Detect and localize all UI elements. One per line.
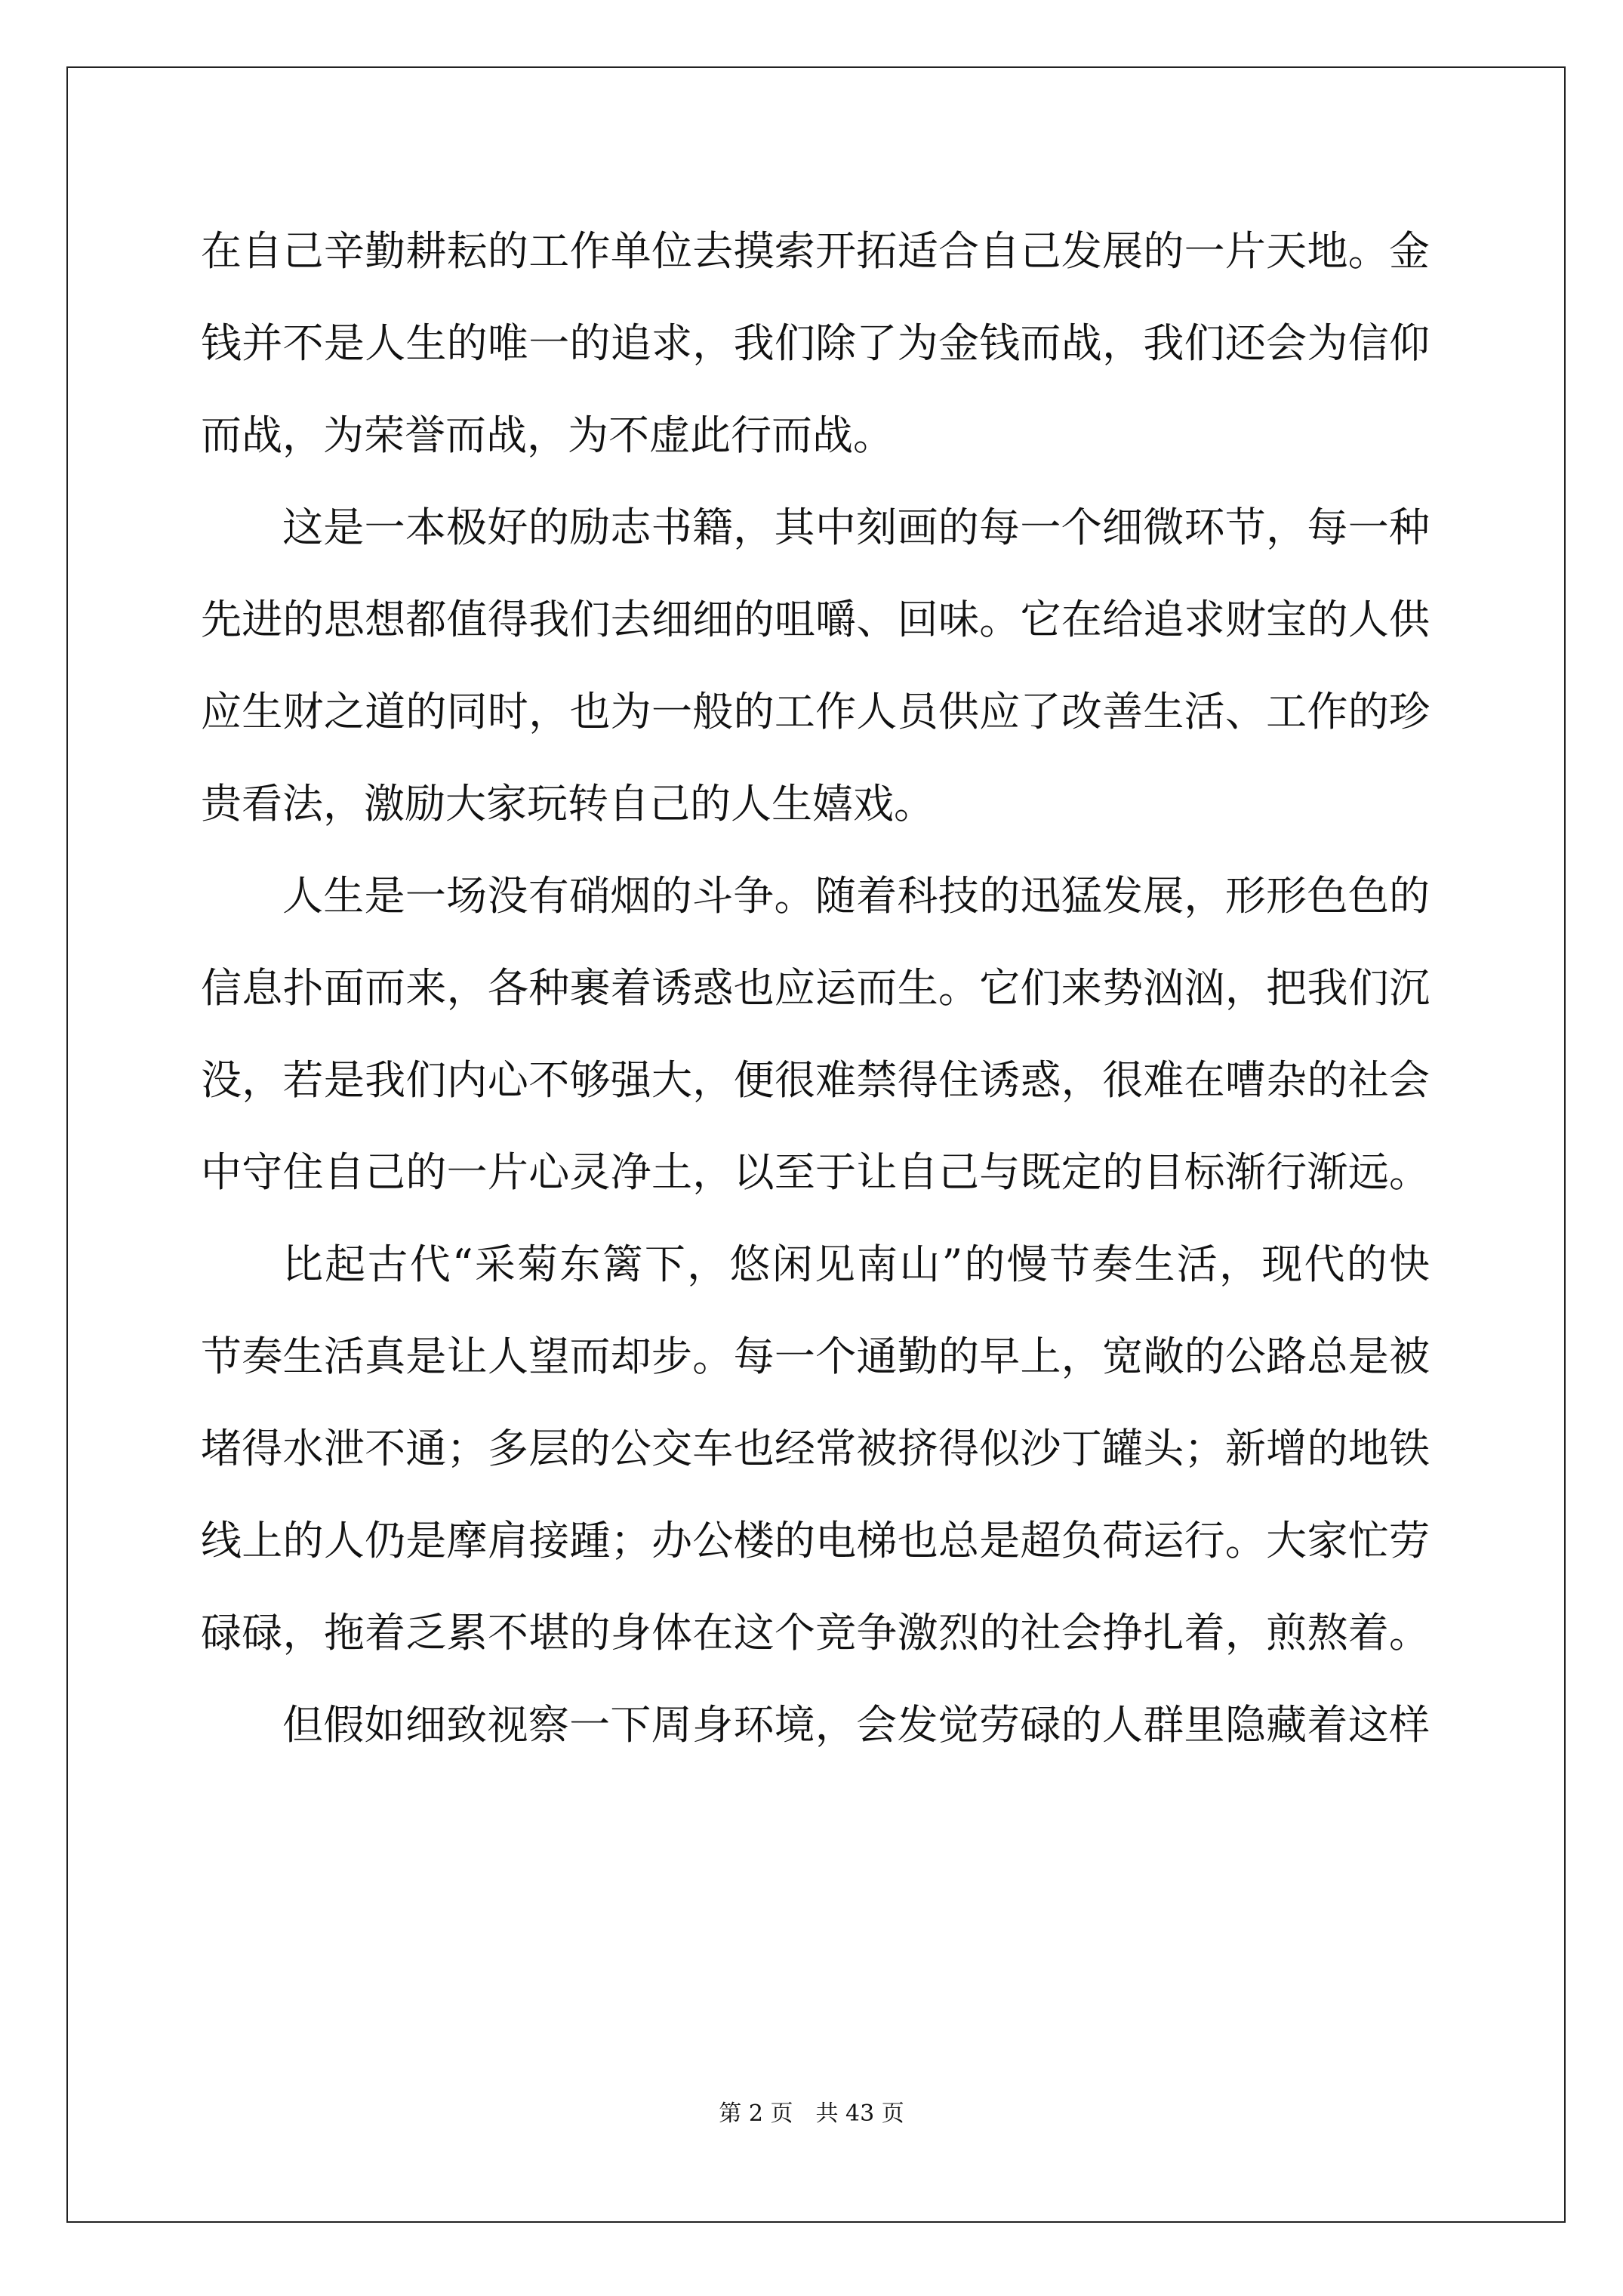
text-line: 应生财之道的同时，也为一般的工作人员供应了改善生活、工作的珍	[201, 688, 1430, 735]
page-number: 第 2 页	[719, 2100, 793, 2127]
text-line: 线上的人仍是摩肩接踵；办公楼的电梯也总是超负荷运行。大家忙劳	[201, 1517, 1430, 1564]
text-line: 这是一本极好的励志书籍，其中刻画的每一个细微环节，每一种	[282, 504, 1430, 551]
text-line: 在自己辛勤耕耘的工作单位去摸索开拓适合自己发展的一片天地。金	[201, 227, 1430, 275]
text-line: 人生是一场没有硝烟的斗争。随着科技的迅猛发展，形形色色的	[282, 872, 1430, 920]
text-line: 先进的思想都值得我们去细细的咀嚼、回味。它在给追求财宝的人供	[201, 596, 1430, 643]
text-line: 堵得水泄不通；多层的公交车也经常被挤得似沙丁罐头；新增的地铁	[201, 1425, 1430, 1472]
text-line: 贵看法，激励大家玩转自己的人生嬉戏。	[201, 780, 935, 827]
text-line: 节奏生活真是让人望而却步。每一个通勤的早上，宽敞的公路总是被	[201, 1333, 1430, 1380]
page-total: 共 43 页	[815, 2100, 904, 2127]
text-line: 比起古代“采菊东篱下，悠闲见南山”的慢节奏生活，现代的快	[282, 1240, 1430, 1288]
page-footer	[0, 2099, 1623, 2129]
text-line: 而战，为荣誉而战，为不虚此行而战。	[201, 411, 894, 459]
text-line: 碌碌，拖着乏累不堪的身体在这个竞争激烈的社会挣扎着，煎熬着。	[201, 1609, 1430, 1657]
text-line: 但假如细致视察一下周身环境，会发觉劳碌的人群里隐藏着这样	[282, 1701, 1430, 1749]
text-line: 没，若是我们内心不够强大，便很难禁得住诱惑，很难在嘈杂的社会	[201, 1056, 1430, 1104]
text-line: 钱并不是人生的唯一的追求，我们除了为金钱而战，我们还会为信仰	[201, 319, 1430, 367]
text-line: 信息扑面而来，各种裹着诱惑也应运而生。它们来势汹汹，把我们沉	[201, 964, 1430, 1012]
text-line: 中守住自己的一片心灵净土，以至于让自己与既定的目标渐行渐远。	[201, 1148, 1430, 1196]
